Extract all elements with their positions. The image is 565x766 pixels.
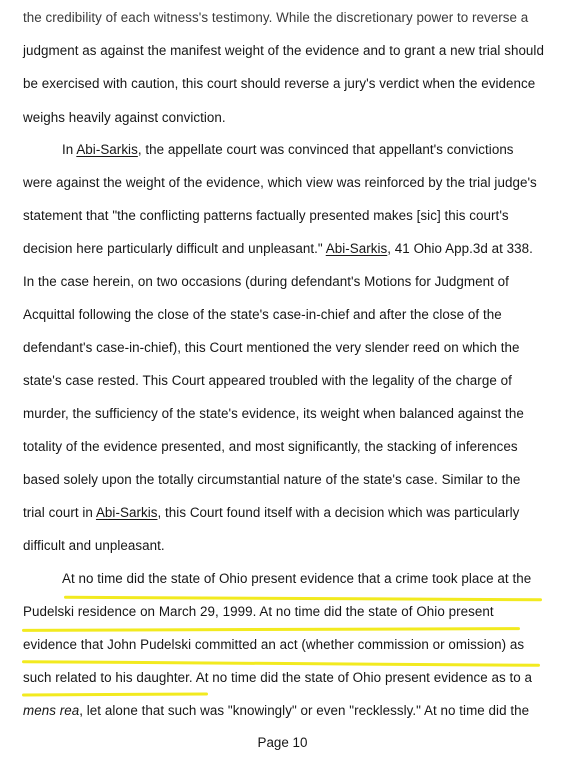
case-citation: Abi-Sarkis bbox=[76, 142, 138, 157]
text-line bbox=[23, 110, 226, 126]
text-line bbox=[23, 637, 524, 653]
highlight-underline bbox=[22, 693, 208, 697]
case-citation: Abi-Sarkis bbox=[95, 505, 158, 520]
text-line bbox=[23, 538, 165, 554]
text-line bbox=[23, 604, 494, 620]
text-line bbox=[23, 373, 512, 389]
text-segment: , let alone that such was "knowingly" or even "recklessly." At no time did the bbox=[79, 703, 530, 718]
text-segment: evidence that John Pudelski committed an act (whether commission or omission) as bbox=[23, 637, 525, 652]
case-citation: Abi-Sarkis bbox=[325, 241, 388, 256]
text-line bbox=[23, 43, 544, 59]
text-segment: were against the weight of the evidence, which view was reinforced by the trial judge's bbox=[23, 175, 537, 190]
text-segment: trial court in bbox=[23, 505, 96, 520]
text-segment: statement that "the conflicting patterns factually presented makes [sic] this court's bbox=[23, 208, 509, 223]
text-line bbox=[23, 175, 537, 191]
text-line bbox=[23, 274, 509, 290]
text-segment: difficult and unpleasant. bbox=[23, 538, 165, 553]
text-line bbox=[62, 142, 514, 158]
page-number: Page 10 bbox=[257, 735, 308, 750]
text-segment: decision here particularly difficult and unpleasant." bbox=[23, 241, 326, 256]
text-segment: In bbox=[62, 142, 77, 157]
text-line bbox=[23, 472, 520, 488]
highlight-underline bbox=[22, 627, 520, 632]
text-segment: At no time did the state of Ohio present evidence that a crime took place at the bbox=[62, 571, 532, 586]
text-segment: judgment as against the manifest weight of the evidence and to grant a new trial should bbox=[23, 43, 544, 58]
text-line bbox=[23, 505, 519, 521]
text-segment: Pudelski residence on March 29, 1999. At no time did the state of Ohio present bbox=[23, 604, 494, 619]
text-segment: such related to his daughter. At no time did the state of Ohio present evidence as to a bbox=[23, 670, 533, 685]
highlight-underline bbox=[64, 596, 542, 602]
text-segment: be exercised with caution, this court should reverse a jury's verdict when the evidence bbox=[23, 76, 536, 91]
text-segment: weighs heavily against conviction. bbox=[23, 110, 226, 125]
italic-term: mens rea bbox=[23, 703, 80, 718]
text-line bbox=[23, 241, 533, 257]
text-line bbox=[23, 703, 529, 719]
text-line bbox=[23, 340, 519, 356]
text-line bbox=[23, 406, 524, 422]
text-segment: state's case rested. This Court appeared troubled with the legality of the charge of bbox=[23, 373, 512, 388]
text-line bbox=[23, 670, 532, 686]
text-segment: murder, the sufficiency of the state's evidence, its weight when balanced against the bbox=[23, 406, 524, 421]
text-segment: , this Court found itself with a decision which was particularly bbox=[157, 505, 520, 520]
text-segment: based solely upon the totally circumstantial nature of the state's case. Similar to the bbox=[23, 472, 521, 487]
text-line bbox=[23, 10, 528, 26]
text-segment: , 41 Ohio App.3d at 338. bbox=[387, 241, 533, 256]
text-segment: In the case herein, on two occasions (during defendant's Motions for Judgment of bbox=[23, 274, 509, 289]
text-line bbox=[62, 571, 531, 587]
text-segment: the credibility of each witness's testimony. While the discretionary power to reverse a bbox=[23, 10, 529, 25]
text-line bbox=[23, 439, 518, 455]
text-line bbox=[23, 208, 509, 224]
text-segment: totality of the evidence presented, and most significantly, the stacking of inferences bbox=[23, 439, 518, 454]
highlight-underline bbox=[22, 660, 540, 667]
text-segment: , the appellate court was convinced that appellant's convictions bbox=[137, 142, 514, 157]
text-line bbox=[23, 76, 535, 92]
text-segment: defendant's case-in-chief), this Court mentioned the very slender reed on which the bbox=[23, 340, 520, 355]
text-line bbox=[23, 307, 502, 323]
text-segment: Acquittal following the close of the state's case-in-chief and after the close of the bbox=[23, 307, 502, 322]
